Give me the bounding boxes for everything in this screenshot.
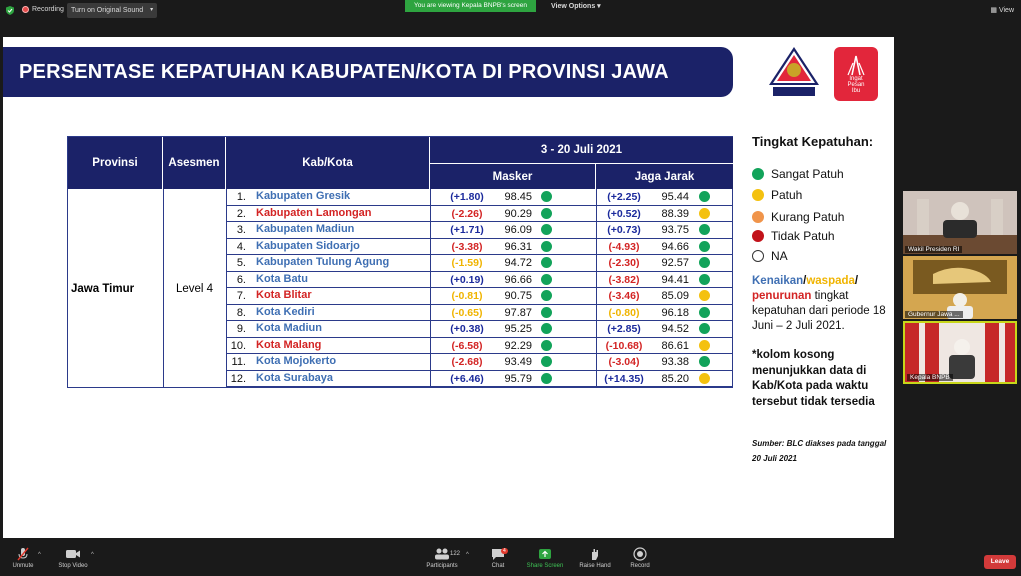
masker-change: (-3.38) bbox=[451, 240, 483, 253]
empty-circle-icon bbox=[752, 250, 764, 262]
row-number: 9. bbox=[236, 323, 246, 335]
masker-value: 96.09 bbox=[504, 224, 532, 236]
masker-value: 95.79 bbox=[504, 372, 532, 385]
jaga-jarak-status-dot-icon bbox=[699, 191, 710, 202]
masker-value: 96.31 bbox=[504, 240, 532, 253]
row-number: 11. bbox=[231, 356, 246, 368]
jaga-jarak-value: 88.39 bbox=[661, 207, 689, 220]
unmute-button[interactable] bbox=[10, 547, 36, 569]
table-row bbox=[226, 371, 733, 388]
jaga-jarak-value: 93.38 bbox=[661, 356, 689, 368]
record-label: Record bbox=[630, 563, 650, 569]
table-row bbox=[226, 305, 733, 322]
jaga-jarak-change: (+0.73) bbox=[607, 224, 641, 236]
grid-view-icon: ▦ bbox=[990, 7, 999, 14]
participants-label: Participants bbox=[426, 563, 458, 569]
source-note: Sumber: BLC diakses pada tanggal 20 Juli 2021 bbox=[752, 439, 887, 463]
kabkota-name: Kota Blitar bbox=[256, 289, 312, 301]
jaga-jarak-status-dot-icon bbox=[699, 307, 710, 318]
masker-status-dot-icon bbox=[541, 274, 552, 285]
row-number: 7. bbox=[236, 290, 246, 302]
legend-item-na bbox=[752, 249, 788, 263]
note-slash: / bbox=[803, 275, 807, 287]
table-row bbox=[226, 338, 733, 355]
masker-status-dot-icon bbox=[541, 290, 552, 301]
share-screen-label: Share Screen bbox=[526, 563, 564, 569]
masker-value: 90.29 bbox=[504, 207, 532, 220]
masker-change: (-0.65) bbox=[451, 306, 483, 319]
masker-value: 98.45 bbox=[504, 191, 532, 203]
kabkota-name: Kabupaten Gresik bbox=[256, 190, 351, 202]
green-dot-icon bbox=[752, 168, 764, 180]
jaga-jarak-change: (+2.25) bbox=[607, 191, 641, 203]
legend-title: Tingkat Kepatuhan: bbox=[752, 134, 874, 149]
masker-status-dot-icon bbox=[541, 307, 552, 318]
header-period: 3 - 20 Juli 2021 bbox=[430, 137, 733, 164]
logo-text-1: Ingat bbox=[849, 76, 863, 82]
praying-hands-icon bbox=[844, 54, 868, 76]
original-sound-button[interactable] bbox=[67, 3, 157, 18]
masker-value: 92.29 bbox=[504, 339, 532, 352]
jaga-jarak-change: (-3.82) bbox=[608, 273, 640, 286]
jaga-jarak-value: 85.09 bbox=[661, 290, 689, 302]
masker-status-dot-icon bbox=[541, 208, 552, 219]
masker-value: 93.49 bbox=[504, 356, 532, 368]
record-icon bbox=[633, 547, 647, 561]
row-number: 8. bbox=[236, 306, 246, 319]
participants-icon bbox=[434, 547, 450, 561]
masker-status-dot-icon bbox=[541, 340, 552, 351]
masker-change: (+1.80) bbox=[450, 191, 484, 203]
chat-label: Chat bbox=[491, 563, 505, 569]
chevron-down-icon: ▾ bbox=[150, 7, 154, 13]
chevron-up-icon[interactable]: ^ bbox=[38, 552, 41, 558]
stop-video-label: Stop Video bbox=[58, 563, 88, 569]
chevron-up-icon[interactable]: ^ bbox=[91, 552, 94, 558]
legend-label: Kurang Patuh bbox=[771, 210, 845, 224]
share-screen-button[interactable] bbox=[525, 547, 565, 569]
video-tile-gubernur[interactable] bbox=[903, 256, 1017, 319]
table-row bbox=[226, 354, 733, 371]
recording-dot-icon bbox=[22, 6, 29, 13]
red-dot-icon bbox=[752, 230, 764, 242]
tile-label: Gubernur Jawa ... bbox=[905, 311, 963, 318]
chevron-up-icon[interactable]: ^ bbox=[466, 552, 469, 558]
logo-text-2: Pesan bbox=[847, 82, 865, 88]
tile-label: Kepala BNPB bbox=[907, 374, 953, 381]
row-number: 5. bbox=[236, 257, 246, 269]
view-options-menu[interactable] bbox=[551, 2, 601, 10]
masker-status-dot-icon bbox=[541, 323, 552, 334]
jaga-jarak-value: 92.57 bbox=[661, 257, 689, 269]
masker-change: (-1.59) bbox=[451, 257, 483, 269]
view-options-label: View Options bbox=[551, 3, 596, 10]
row-number: 6. bbox=[236, 273, 246, 286]
masker-value: 95.25 bbox=[504, 323, 532, 335]
jaga-jarak-status-dot-icon bbox=[699, 224, 710, 235]
header-masker: Masker bbox=[430, 164, 596, 189]
participant-video bbox=[903, 256, 1017, 319]
masker-value: 90.75 bbox=[504, 290, 532, 302]
bnpb-logo bbox=[767, 45, 821, 99]
unmute-label: Unmute bbox=[12, 563, 34, 569]
legend-label: Sangat Patuh bbox=[771, 167, 844, 181]
masker-change: (-0.81) bbox=[451, 290, 483, 302]
viewing-banner: You are viewing Kepala BNPB's screen bbox=[405, 0, 536, 12]
masker-value: 96.66 bbox=[504, 273, 532, 286]
masker-change: (-6.58) bbox=[451, 339, 483, 352]
masker-status-dot-icon bbox=[541, 373, 552, 384]
masker-value: 94.72 bbox=[504, 257, 532, 269]
ingat-pesan-ibu-logo bbox=[834, 47, 878, 101]
jaga-jarak-value: 94.66 bbox=[661, 240, 689, 253]
masker-change: (+0.19) bbox=[450, 273, 484, 286]
kabkota-name: Kota Malang bbox=[256, 338, 322, 351]
original-sound-label: Turn on Original Sound bbox=[71, 7, 144, 14]
kabkota-name: Kota Kediri bbox=[256, 305, 315, 318]
chevron-down-icon: ▾ bbox=[597, 3, 601, 10]
kabkota-name: Kota Mojokerto bbox=[256, 355, 337, 367]
kabkota-name: Kota Madiun bbox=[256, 322, 322, 334]
kabkota-name: Kabupaten Madiun bbox=[256, 223, 355, 235]
jaga-jarak-change: (+2.85) bbox=[607, 323, 641, 335]
legend-note-empty: *kolom kosong menunjukkan data di Kab/Kota pada waktu tersebut tidak tersedia bbox=[752, 349, 875, 408]
video-tile-kepala-bnpb[interactable] bbox=[903, 321, 1017, 384]
raise-hand-icon bbox=[588, 547, 602, 561]
yellow-dot-icon bbox=[752, 189, 764, 201]
masker-status-dot-icon bbox=[541, 356, 552, 367]
note-slash: / bbox=[854, 275, 859, 287]
column-divider bbox=[163, 189, 164, 388]
tile-label: Wakil Presiden RI bbox=[905, 246, 962, 253]
jaga-jarak-status-dot-icon bbox=[699, 373, 710, 384]
record-button[interactable] bbox=[627, 547, 653, 569]
masker-change: (+6.46) bbox=[450, 372, 484, 385]
orange-dot-icon bbox=[752, 211, 764, 223]
masker-status-dot-icon bbox=[541, 257, 552, 268]
participant-video bbox=[903, 191, 1017, 254]
jaga-jarak-value: 93.75 bbox=[661, 224, 689, 236]
raise-hand-label: Raise Hand bbox=[579, 563, 611, 569]
legend-note-change bbox=[752, 274, 892, 334]
jaga-jarak-value: 85.20 bbox=[661, 372, 689, 385]
note-penurunan: penurunan bbox=[752, 290, 812, 302]
table-row bbox=[226, 255, 733, 272]
table-row bbox=[226, 239, 733, 256]
jaga-jarak-value: 86.61 bbox=[661, 339, 689, 352]
masker-change: (+1.71) bbox=[450, 224, 484, 236]
legend bbox=[752, 133, 892, 263]
kabkota-name: Kabupaten Sidoarjo bbox=[256, 239, 360, 252]
jaga-jarak-status-dot-icon bbox=[699, 356, 710, 367]
legend-item-sangat-patuh bbox=[752, 167, 844, 181]
legend-label: NA bbox=[771, 249, 788, 263]
table-row bbox=[226, 288, 733, 305]
jaga-jarak-status-dot-icon bbox=[699, 257, 710, 268]
meeting-top-bar bbox=[0, 0, 1021, 22]
jaga-jarak-status-dot-icon bbox=[699, 290, 710, 301]
masker-value: 97.87 bbox=[504, 306, 532, 319]
kabkota-name: Kota Batu bbox=[256, 272, 308, 285]
participants-count: 122 bbox=[450, 551, 461, 557]
raise-hand-button[interactable] bbox=[577, 547, 613, 569]
legend-label: Tidak Patuh bbox=[771, 229, 835, 243]
slide-title: PERSENTASE KEPATUHAN KABUPATEN/KOTA DI PROVINSI JAWA TIMUR bbox=[3, 47, 733, 97]
note-rest: tingkat kepatuhan dari periode 18 Juni – 2 Juli 2021. bbox=[752, 290, 886, 332]
muted-microphone-icon bbox=[16, 547, 30, 561]
security-shield-icon[interactable] bbox=[6, 6, 14, 15]
row-number: 12. bbox=[230, 372, 246, 385]
header-provinsi: Provinsi bbox=[68, 137, 163, 189]
row-number: 1. bbox=[236, 191, 246, 203]
provinsi-cell: Jawa Timur bbox=[71, 282, 135, 295]
legend-item-patuh bbox=[752, 188, 802, 202]
masker-change: (-2.26) bbox=[451, 207, 483, 220]
note-kenaikan: Kenaikan bbox=[752, 275, 804, 287]
asesmen-cell: Level 4 bbox=[175, 282, 214, 295]
video-tile-wapres[interactable] bbox=[903, 191, 1017, 254]
table-row bbox=[226, 206, 733, 223]
masker-status-dot-icon bbox=[541, 191, 552, 202]
note-waspada: waspada bbox=[806, 275, 855, 287]
table-row bbox=[226, 222, 733, 239]
jaga-jarak-change: (-3.04) bbox=[608, 356, 640, 368]
header-asesmen: Asesmen bbox=[163, 137, 226, 189]
masker-change: (+0.38) bbox=[450, 323, 484, 335]
header-kabkota: Kab/Kota bbox=[226, 137, 430, 189]
legend-item-kurang-patuh bbox=[752, 210, 844, 224]
kabkota-name: Kabupaten Lamongan bbox=[256, 206, 372, 219]
video-camera-icon bbox=[65, 547, 81, 561]
recording-label: Recording bbox=[32, 6, 64, 13]
jaga-jarak-change: (-0.80) bbox=[608, 306, 640, 319]
row-number: 4. bbox=[236, 240, 246, 253]
jaga-jarak-value: 94.41 bbox=[661, 273, 689, 286]
row-number: 2. bbox=[236, 207, 246, 220]
jaga-jarak-value: 96.18 bbox=[661, 306, 689, 319]
jaga-jarak-change: (-2.30) bbox=[608, 257, 640, 269]
jaga-jarak-status-dot-icon bbox=[699, 323, 710, 334]
legend-label: Patuh bbox=[771, 188, 803, 202]
header-jaga-jarak: Jaga Jarak bbox=[596, 164, 733, 189]
compliance-table bbox=[67, 136, 733, 388]
logo-text-3: Ibu bbox=[851, 88, 861, 94]
jaga-jarak-status-dot-icon bbox=[699, 340, 710, 351]
jaga-jarak-change: (+14.35) bbox=[604, 372, 644, 385]
table-row bbox=[226, 272, 733, 289]
row-number: 3. bbox=[236, 224, 246, 236]
table-row bbox=[226, 189, 733, 206]
jaga-jarak-value: 94.52 bbox=[661, 323, 689, 335]
jaga-jarak-value: 95.44 bbox=[661, 191, 689, 203]
shared-screen-slide bbox=[3, 37, 894, 538]
legend-item-tidak-patuh bbox=[752, 229, 835, 243]
view-button[interactable] bbox=[990, 6, 1014, 14]
meeting-toolbar bbox=[0, 543, 1021, 576]
kabkota-name: Kota Surabaya bbox=[256, 371, 334, 384]
jaga-jarak-change: (+0.52) bbox=[607, 207, 641, 220]
leave-button[interactable]: Leave bbox=[984, 555, 1016, 569]
jaga-jarak-change: (-4.93) bbox=[608, 240, 640, 253]
stop-video-button[interactable] bbox=[56, 547, 90, 569]
share-screen-icon bbox=[538, 547, 552, 561]
view-button-label: View bbox=[998, 7, 1014, 14]
masker-status-dot-icon bbox=[541, 241, 552, 252]
table-row bbox=[226, 321, 733, 338]
recording-indicator[interactable] bbox=[22, 6, 64, 13]
jaga-jarak-status-dot-icon bbox=[699, 274, 710, 285]
kabkota-name: Kabupaten Tulung Agung bbox=[256, 256, 390, 268]
jaga-jarak-status-dot-icon bbox=[699, 241, 710, 252]
masker-change: (-2.68) bbox=[451, 356, 483, 368]
row-number: 10. bbox=[230, 339, 246, 352]
jaga-jarak-change: (-10.68) bbox=[605, 339, 643, 352]
jaga-jarak-status-dot-icon bbox=[699, 208, 710, 219]
masker-status-dot-icon bbox=[541, 224, 552, 235]
jaga-jarak-change: (-3.46) bbox=[608, 290, 640, 302]
chat-unread-badge: 4 bbox=[503, 548, 506, 554]
